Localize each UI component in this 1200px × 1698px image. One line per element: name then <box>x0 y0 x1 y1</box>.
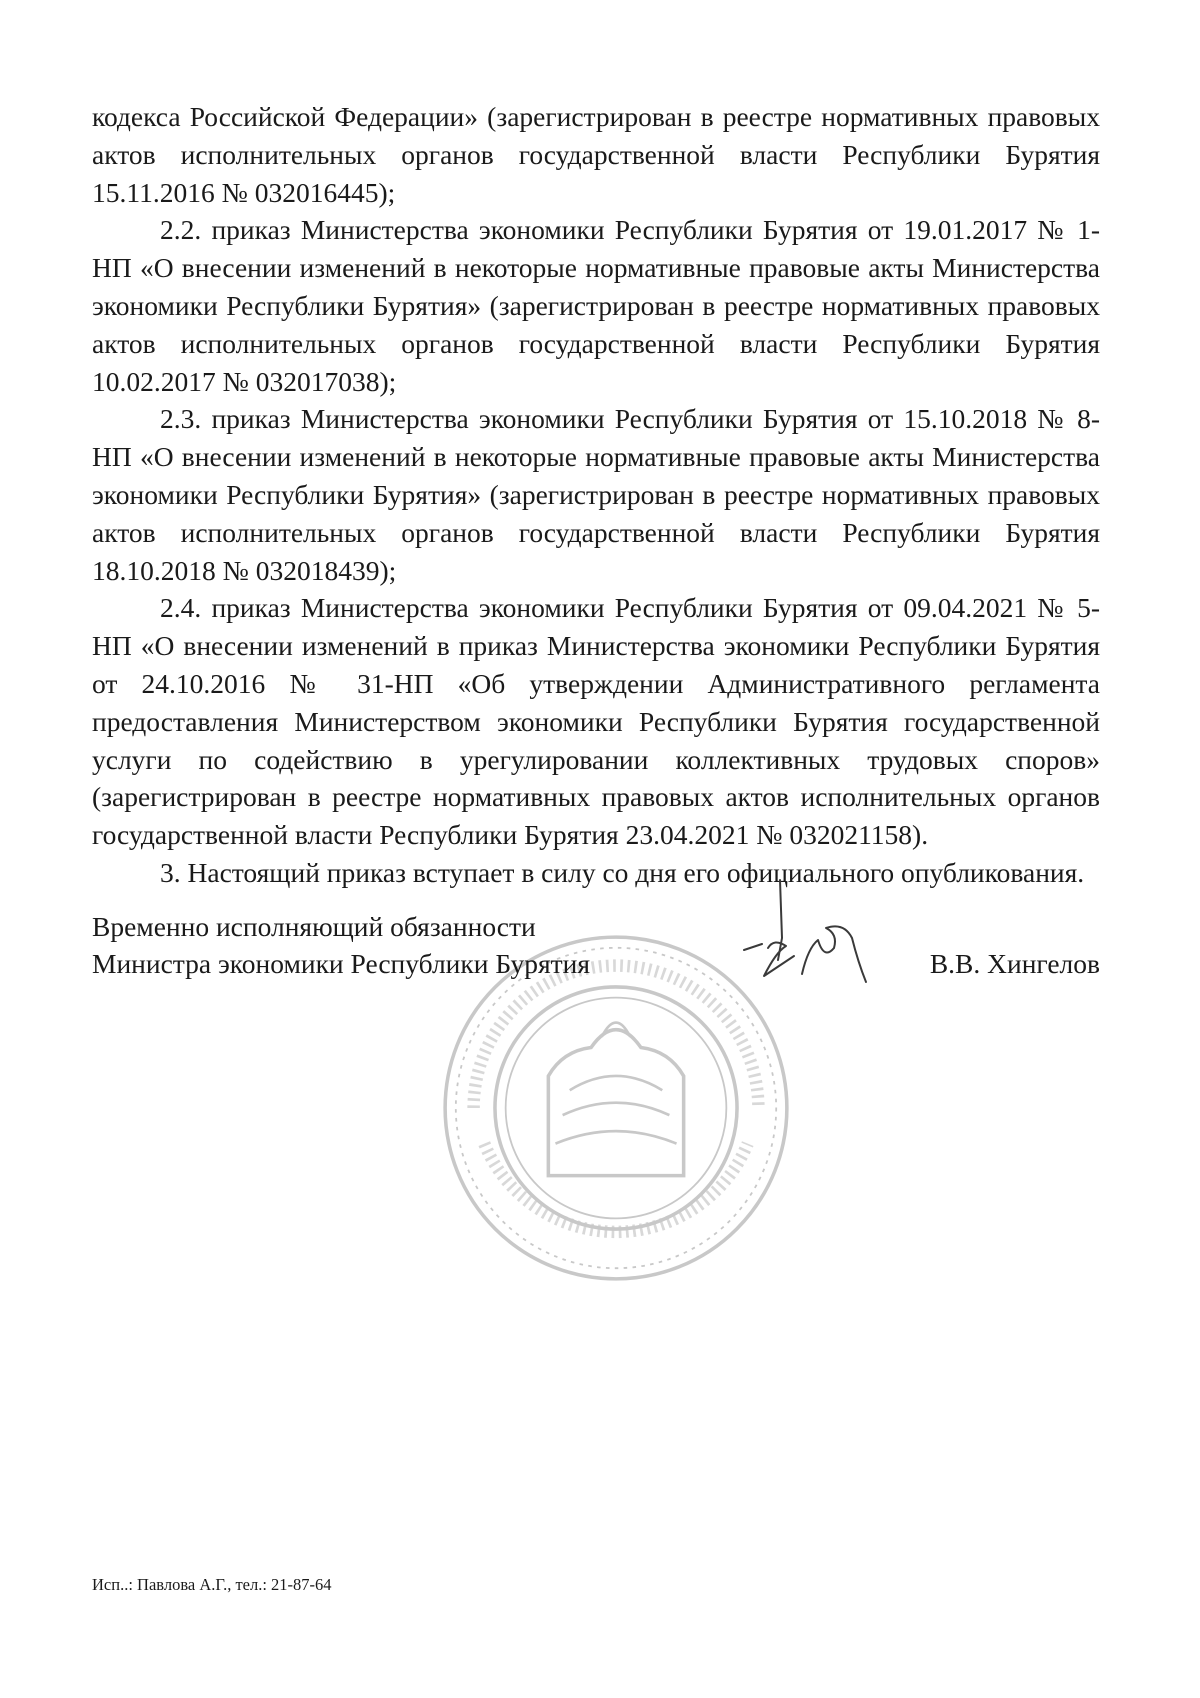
paragraph-2-2: 2.2. приказ Министерства экономики Республики Бурятия от 19.01.2017 № 1-НП «О внесении изменений в некоторые нормативные правовые акты Министерства экономики Республики Бурятия» (зарегистрирован в реестре нормативных правовых актов исполнительных органов государственной власти Республики Бурятия 10.02.2017 № 032017038); <box>92 214 1100 397</box>
paragraph-2-4: 2.4. приказ Министерства экономики Республики Бурятия от 09.04.2021 № 5-НП «О внесении изменений в приказ Министерства экономики Республики Бурятия от 24.10.2016 № 31-НП «Об утверждении Административного регламента предоставления Министерством экономики Республики Бурятия государственной услуги по содействию в урегулировании коллективных трудовых споров» (зарегистрирован в реестре нормативных правовых актов исполнительных органов государственной власти Республики Бурятия 23.04.2021 № 032021158). <box>92 592 1100 851</box>
signatory-position-line-1: Временно исполняющий обязанности <box>92 911 536 942</box>
paragraph-3: 3. Настоящий приказ вступает в силу со дня его официального опубликования. <box>160 856 1085 888</box>
signature-block <box>92 908 1100 1148</box>
handwritten-signature-icon <box>704 878 934 998</box>
signatory-position-line-2: Министра экономики Республики Бурятия <box>92 948 590 979</box>
executor-contact: Исп..: Павлова А.Г., тел.: 21-87-64 <box>92 1575 332 1594</box>
paragraph-2-3: 2.3. приказ Министерства экономики Республики Бурятия от 15.10.2018 № 8-НП «О внесении изменений в некоторые нормативные правовые акты Министерства экономики Республики Бурятия» (зарегистрирован в реестре нормативных правовых актов исполнительных органов государственной власти Республики Бурятия 18.10.2018 № 032018439); <box>92 403 1100 586</box>
signatory-name: В.В. Хингелов <box>929 948 1100 979</box>
signatory-position <box>92 908 590 982</box>
document-body <box>92 98 1100 892</box>
paragraph-1-continuation: кодекса Российской Федерации» (зарегистрирован в реестре нормативных правовых актов исполнительных органов государственной власти Республики Бурятия 15.11.2016 № 032016445); <box>92 101 1100 208</box>
